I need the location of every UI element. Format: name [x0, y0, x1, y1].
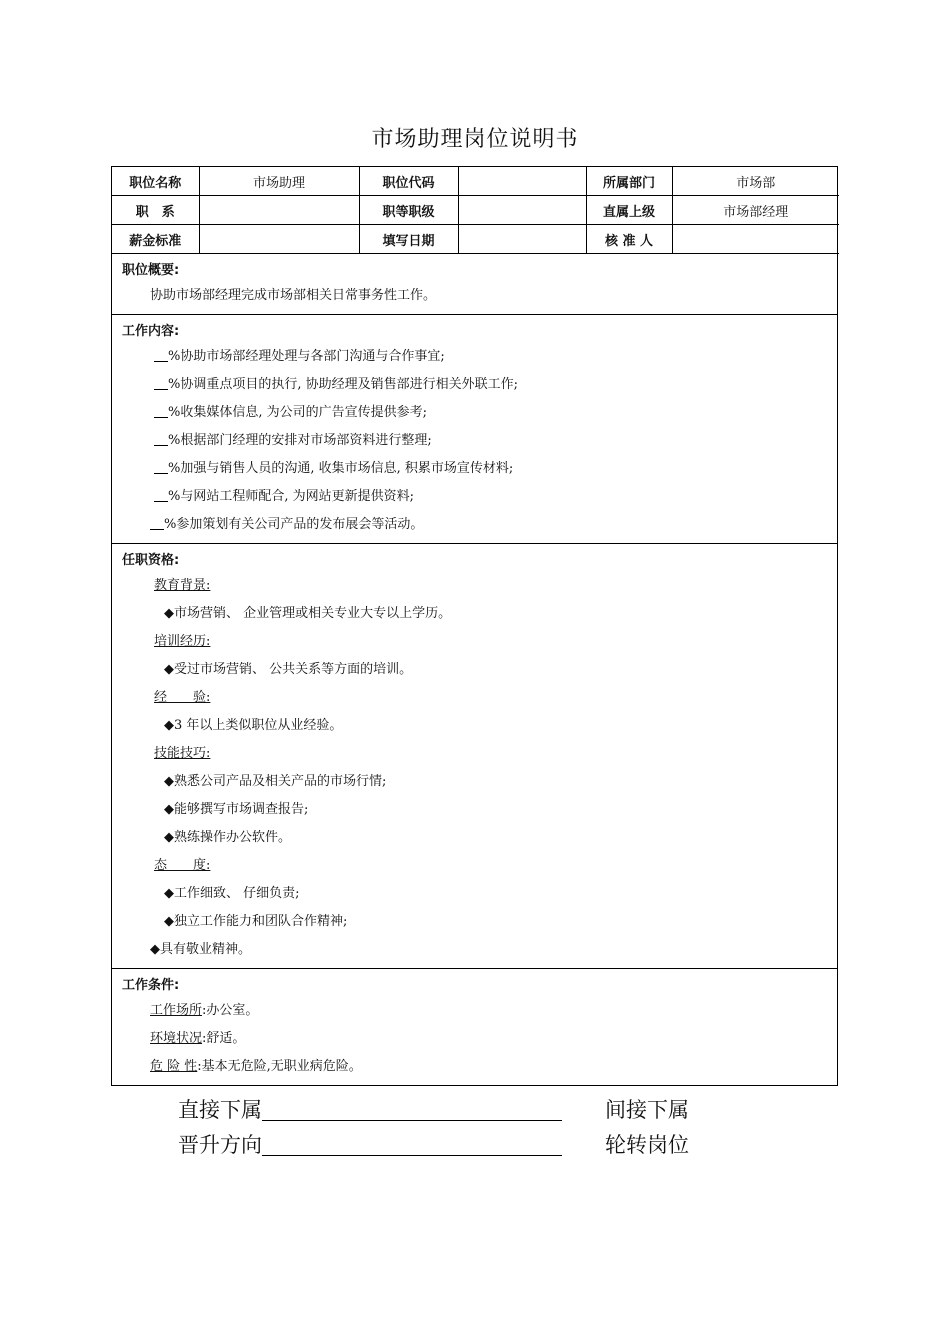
- label-position-code: 职位代码: [359, 167, 458, 196]
- condition-risk: 危 险 性:基本无危险,无职业病危险。: [150, 1059, 362, 1074]
- label-grade: 职等职级: [359, 196, 458, 225]
- direct-subordinates-label: 直接下属: [178, 1098, 262, 1122]
- value-position-name: 市场助理: [199, 167, 359, 196]
- duties-section: [112, 314, 837, 543]
- training-item: ◆受过市场营销、 公共关系等方面的培训。: [164, 662, 413, 677]
- condition-environment: 环境状况:舒适。: [150, 1031, 246, 1046]
- education-item: ◆市场营销、 企业管理或相关专业大专以上学历。: [164, 606, 452, 621]
- skills-label: 技能技巧:: [154, 746, 211, 761]
- duties-title: 工作内容:: [122, 324, 180, 339]
- qualifications-section: [112, 543, 837, 968]
- summary-section: [112, 254, 837, 314]
- duty-item: %协调重点项目的执行, 协助经理及销售部进行相关外联工作;: [122, 371, 837, 399]
- experience-label: 经 验:: [154, 690, 211, 705]
- skill-item: ◆熟练操作办公软件。: [164, 830, 291, 845]
- conditions-title: 工作条件:: [122, 978, 180, 993]
- attitude-item: ◆独立工作能力和团队合作精神;: [164, 914, 348, 929]
- skill-item: ◆熟悉公司产品及相关产品的市场行情;: [164, 774, 387, 789]
- duty-item: %协助市场部经理处理与各部门沟通与合作事宜;: [122, 343, 837, 371]
- value-fill-date: [458, 225, 586, 254]
- value-grade: [458, 196, 586, 225]
- label-salary: 薪金标准: [112, 225, 199, 254]
- promotion-label: 晋升方向: [178, 1133, 262, 1157]
- header-table: [112, 167, 839, 254]
- label-approver: 核 准 人: [586, 225, 672, 254]
- duty-item: %参加策划有关公司产品的发布展会等活动。: [122, 511, 837, 539]
- training-label: 培训经历:: [154, 634, 211, 649]
- value-supervisor: 市场部经理: [672, 196, 839, 225]
- education-label: 教育背景:: [154, 578, 211, 593]
- value-salary: [199, 225, 359, 254]
- indirect-subordinates-label: 间接下属: [605, 1098, 689, 1122]
- duty-item: %与网站工程师配合, 为网站更新提供资料;: [122, 483, 837, 511]
- duty-item: %收集媒体信息, 为公司的广告宣传提供参考;: [122, 399, 837, 427]
- header-row-3: [112, 225, 839, 254]
- promotion-line: [178, 1129, 562, 1161]
- attitude-item: ◆具有敬业精神。: [150, 942, 251, 957]
- header-row-1: [112, 167, 839, 196]
- label-supervisor: 直属上级: [586, 196, 672, 225]
- label-department: 所属部门: [586, 167, 672, 196]
- value-position-code: [458, 167, 586, 196]
- attitude-label: 态 度:: [154, 858, 211, 873]
- condition-place: 工作场所:办公室。: [150, 1003, 259, 1018]
- qualifications-title: 任职资格:: [122, 553, 180, 568]
- conditions-section: [112, 968, 837, 1085]
- label-fill-date: 填写日期: [359, 225, 458, 254]
- label-job-series: 职 系: [112, 196, 199, 225]
- direct-subordinates-blank: [262, 1100, 562, 1121]
- duty-item: %加强与销售人员的沟通, 收集市场信息, 积累市场宣传材料;: [122, 455, 837, 483]
- duty-item: %根据部门经理的安排对市场部资料进行整理;: [122, 427, 837, 455]
- attitude-item: ◆工作细致、 仔细负责;: [164, 886, 300, 901]
- value-approver: [672, 225, 839, 254]
- label-position-name: 职位名称: [112, 167, 199, 196]
- job-description-form: [111, 166, 838, 1086]
- summary-text: 协助市场部经理完成市场部相关日常事务性工作。: [150, 288, 437, 303]
- value-department: 市场部: [672, 167, 839, 196]
- value-job-series: [199, 196, 359, 225]
- header-row-2: [112, 196, 839, 225]
- page-title: 市场助理岗位说明书: [371, 127, 579, 152]
- skill-item: ◆能够撰写市场调查报告;: [164, 802, 309, 817]
- experience-item: ◆3 年以上类似职位从业经验。: [164, 718, 343, 733]
- rotation-label: 轮转岗位: [605, 1133, 689, 1157]
- promotion-blank: [262, 1135, 562, 1156]
- direct-subordinates-line: [178, 1094, 562, 1126]
- summary-title: 职位概要:: [122, 263, 180, 278]
